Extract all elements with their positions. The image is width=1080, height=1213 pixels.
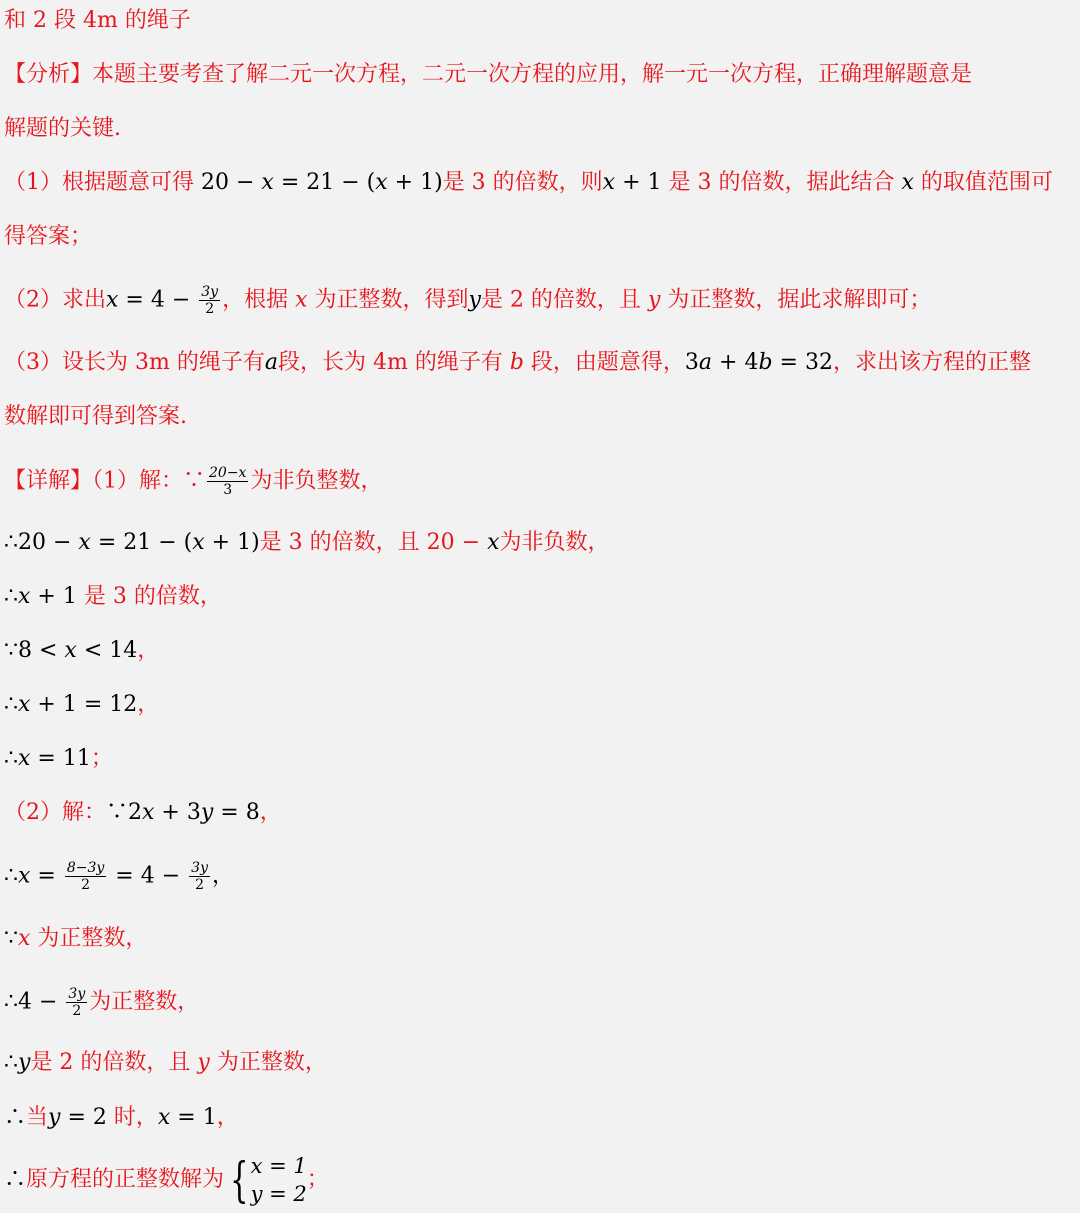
line-3 [4,114,121,144]
line-detail [4,465,382,498]
line-8 [4,402,187,432]
system-row-2: y = 2 [250,1182,307,1206]
math-var: b [758,350,773,375]
math: + 1) [204,530,260,555]
math-var: y [200,800,214,825]
line-13 [4,690,159,720]
text: 是 2 的倍数，且 [480,287,648,313]
text: 数解即可得到答案. [4,404,187,429]
math-var: a [698,350,713,375]
line-6 [4,284,931,317]
fraction [65,860,106,893]
text: 为正整数， [89,989,200,1015]
text: ； [306,1167,329,1192]
therefore-symbol: ∴ [4,1105,27,1130]
fraction-denominator: 2 [72,1003,82,1019]
line-10 [4,528,610,558]
line-16 [4,860,234,893]
math: = 4 − [118,287,198,313]
system-rows [251,1152,307,1208]
fraction-numerator: 3y [68,986,86,1002]
math-var: y [647,287,661,313]
math: = [30,863,63,889]
therefore-symbol: ∴ [4,692,18,717]
analysis-heading-text: 【分析】本题主要考查了解二元一次方程，二元一次方程的应用，解一元一次方程，正确理解题意是 [4,62,973,87]
therefore-symbol: ∴ [4,1167,27,1192]
system-row-1: x = 1 [250,1154,307,1178]
fraction [66,986,87,1019]
text: 为非负整数， [250,468,383,494]
text: 的取值范围可 [913,170,1053,195]
text: （1）解：∵ [92,468,206,494]
text: 和 2 段 4m 的绳子 [4,8,191,33]
math: + 1 = 12 [30,692,138,717]
line-5 [4,222,92,252]
text: （1）根据题意可得 [4,170,201,195]
line-17 [4,924,147,954]
math-var: x [18,746,31,771]
math-var: x [18,926,31,951]
math: = 21 − ( [90,530,193,555]
fraction [207,465,248,498]
text: 段，长为 4m 的绳子有 [277,350,510,375]
text: ， [259,800,282,825]
math-var: a [264,350,278,375]
text: （3）设长为 3m 的绳子有 [4,350,265,375]
therefore-symbol: ∴ [4,989,18,1015]
text: （2）解： [4,800,106,825]
fraction-numerator: 8−3y [66,860,105,876]
math: 2 [128,800,143,825]
brace-glyph: { [230,1152,249,1208]
text: 为正整数， [209,1050,327,1075]
text: 时， [106,1105,158,1130]
math: 4 − [18,989,65,1015]
therefore-symbol: ∴ [4,584,18,609]
fraction [189,860,210,893]
text: ， [137,692,160,717]
therefore-symbol: ∴ [4,530,18,555]
math-var: x [157,1105,171,1130]
math-var: x [375,170,388,195]
text: ，求出该方程的正整 [832,350,1031,375]
math-var: x [106,287,119,313]
math-var: y [48,1105,61,1130]
text: 为正整数，据此求解即可； [660,287,932,313]
because-symbol: ∵ [106,800,129,825]
math: + 1) [387,170,443,195]
line-analysis [4,60,972,90]
text: 解题的关键. [4,116,121,141]
because-symbol: ∵ [4,926,18,951]
line-15 [4,798,282,828]
math: = 11 [30,746,91,771]
therefore-symbol: ∴ [4,1050,18,1075]
line-14 [4,744,113,774]
line-19 [4,1048,327,1078]
equation-system [224,1152,307,1208]
math-var: x [18,863,31,889]
text: 原方程的正整数解为 [26,1167,225,1192]
text: 为非负数， [499,530,610,555]
math: 20 − [201,170,262,195]
math: + 3 [154,800,201,825]
line-11 [4,582,222,612]
text: ， [211,863,234,889]
text: ， [216,1105,239,1130]
math: = 32 [772,350,833,375]
math-var: x [142,800,155,825]
math-var: x [261,170,274,195]
math-var: x [295,287,308,313]
fraction-numerator: 3y [201,284,219,300]
math-var: x [192,530,205,555]
text: ； [90,746,113,771]
math: 8 < [18,638,65,663]
math-var: x [901,170,914,195]
text: 是 3 的倍数，据此结合 [661,170,902,195]
math-var: x [18,692,31,717]
fraction-numerator: 20−x [209,465,247,481]
fraction [199,284,220,317]
math: = 4 − [108,863,188,889]
line-1 [4,6,191,36]
math: = 8 [213,800,260,825]
text: ，根据 [222,287,296,313]
fraction-denominator: 2 [195,877,205,893]
math-var: b [509,350,524,375]
math-var: x [602,170,616,195]
text: ， [137,638,160,663]
math: 20 − [18,530,79,555]
text: 是 3 的倍数， [76,584,222,609]
line-18 [4,986,199,1019]
therefore-symbol: ∴ [4,863,18,889]
fraction-numerator: 3y [191,860,208,876]
math: + 1 [30,584,77,609]
math: < 14 [76,638,138,663]
because-symbol: ∵ [4,638,18,663]
math: = 1 [170,1105,217,1130]
text: 当 [26,1105,49,1130]
math-var: y [18,1050,31,1075]
text: 为正整数，得到 [307,287,469,313]
math-var: x [18,584,31,609]
line-20 [4,1103,239,1133]
text: 段，由题意得， [523,350,685,375]
text: 是 2 的倍数，且 [30,1050,198,1075]
math: = 2 [60,1105,107,1130]
math: = 21 − ( [273,170,376,195]
math-var: x [487,530,500,555]
line-7 [4,348,1031,378]
fraction-denominator: 2 [205,301,215,317]
math-var: x [64,638,77,663]
fraction-denominator: 3 [223,482,233,498]
line-12 [4,636,159,666]
text: （2）求出 [4,287,106,313]
math-var: y [468,287,481,313]
math: + 1 [615,170,662,195]
line-4 [4,168,1053,198]
text: 是 3 的倍数，则 [442,170,603,195]
text: 得答案； [4,224,93,249]
therefore-symbol: ∴ [4,746,18,771]
text: 是 3 的倍数，且 20 − [259,530,488,555]
math: 3 [684,350,699,375]
detail-heading: 【详解】 [4,468,93,494]
math-var: x [78,530,91,555]
line-21 [4,1152,329,1208]
text: 为正整数， [30,926,148,951]
math: + 4 [712,350,759,375]
math-var: y [197,1050,210,1075]
fraction-denominator: 2 [81,877,91,893]
